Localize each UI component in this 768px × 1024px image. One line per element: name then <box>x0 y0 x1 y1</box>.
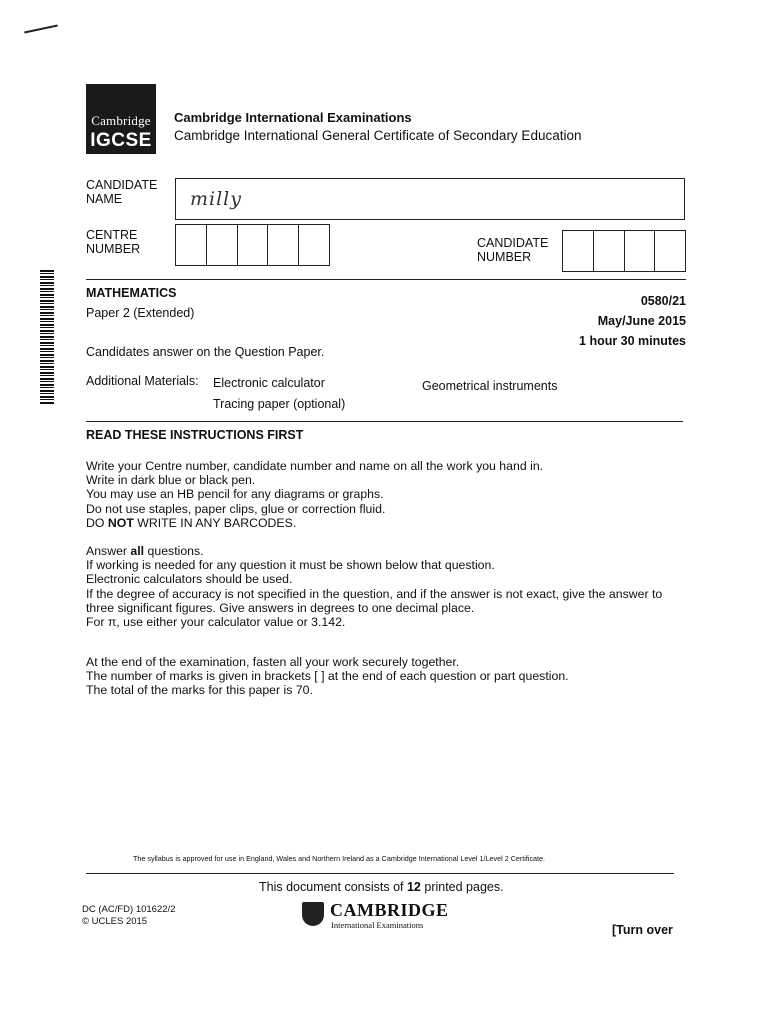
page-count: This document consists of 12 printed pages. <box>259 880 504 894</box>
barcode <box>40 270 54 405</box>
instructions-heading: READ THESE INSTRUCTIONS FIRST <box>86 428 304 442</box>
divider-top <box>86 279 686 280</box>
instruction-line: You may use an HB pencil for any diagrams or graphs. <box>86 487 384 502</box>
cambridge-brand-sub: International Examinations <box>331 920 424 930</box>
divider-middle <box>86 421 683 422</box>
turn-over: [Turn over <box>612 923 673 937</box>
instruction-line: For π, use either your calculator value or 3.142. <box>86 615 346 630</box>
logo-line-1: Cambridge <box>91 113 151 128</box>
instructions-block-1 <box>86 459 543 530</box>
instructions-block-3 <box>86 655 569 698</box>
logo-line-2: IGCSE <box>90 130 152 151</box>
paper-code: 0580/21 <box>640 294 686 308</box>
paper-name: Paper 2 (Extended) <box>86 306 195 320</box>
qualification-title: Cambridge International General Certificate of Secondary Education <box>174 128 582 143</box>
instruction-line: The total of the marks for this paper is 70. <box>86 683 313 698</box>
candidate-number-boxes[interactable] <box>562 230 686 272</box>
handwritten-name: milly <box>190 188 242 210</box>
instruction-line: Write your Centre number, candidate number and name on all the work you hand in. <box>86 459 544 473</box>
instruction-line: The number of marks is given in brackets [ ] at the end of each question or part question. <box>86 669 569 684</box>
copyright: © UCLES 2015 <box>82 916 148 927</box>
answer-note: Candidates answer on the Question Paper. <box>86 345 325 359</box>
instruction-line: If the degree of accuracy is not specified in the question, and if the answer is not exact, give the answer to <box>86 586 663 601</box>
syllabus-note: The syllabus is approved for use in England, Wales and Northern Ireland as a Cambridge International Level 1/Level 2 Certificate. <box>133 854 546 863</box>
divider-footer <box>86 873 674 874</box>
material-calculator: Electronic calculator <box>213 376 325 390</box>
cambridge-crest-icon <box>302 902 324 926</box>
material-instruments: Geometrical instruments <box>422 379 558 393</box>
instruction-line: Do not use staples, paper clips, glue or correction fluid. <box>86 501 386 516</box>
materials-label: Additional Materials: <box>86 374 199 388</box>
material-tracing-paper: Tracing paper (optional) <box>213 397 346 411</box>
candidate-name-label: CANDIDATE NAME <box>86 178 158 206</box>
exam-duration: 1 hour 30 minutes <box>579 334 686 348</box>
instruction-line: three significant figures. Give answers in degrees to one decimal place. <box>86 600 475 615</box>
instruction-line: Write in dark blue or black pen. <box>86 473 256 488</box>
centre-number-label: CENTRE NUMBER <box>86 228 141 256</box>
instructions-block-2 <box>86 544 662 629</box>
instruction-line: At the end of the examination, fasten all your work securely together. <box>86 655 460 669</box>
cambridge-brand: CAMBRIDGE <box>330 900 449 920</box>
instruction-line: Answer all questions. <box>86 544 204 558</box>
instruction-line: If working is needed for any question it must be shown below that question. <box>86 558 495 573</box>
igcse-logo <box>86 84 156 154</box>
instruction-line: Electronic calculators should be used. <box>86 572 293 587</box>
exam-session: May/June 2015 <box>597 314 686 328</box>
candidate-number-label: CANDIDATE NUMBER <box>477 236 549 264</box>
instruction-line: DO NOT WRITE IN ANY BARCODES. <box>86 515 297 530</box>
document-reference: DC (AC/FD) 101622/2 <box>82 904 176 915</box>
subject: MATHEMATICS <box>86 286 177 300</box>
pen-mark <box>24 24 58 33</box>
centre-number-boxes[interactable] <box>175 224 330 266</box>
exam-board: Cambridge International Examinations <box>174 110 412 125</box>
candidate-name-box[interactable] <box>175 178 685 220</box>
